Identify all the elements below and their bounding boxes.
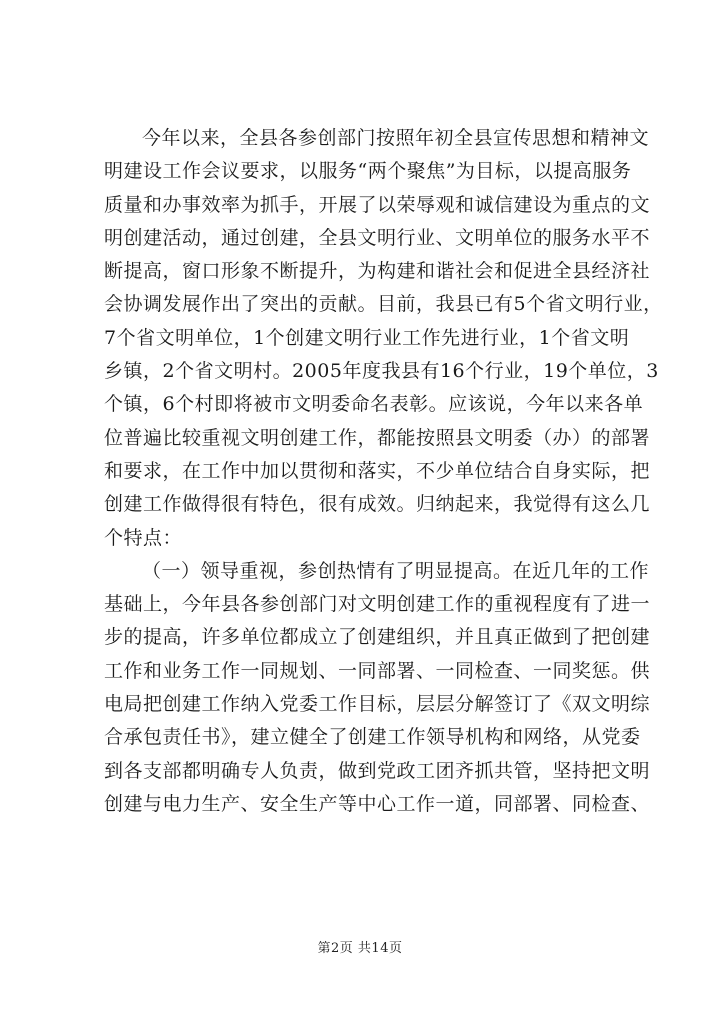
text-line: 个特点： [104, 526, 183, 549]
text-line: 步的提高，许多单位都成立了创建组织，并且真正做到了把创建 [104, 626, 651, 649]
text-line: 工作和业务工作一同规划、一同部署、一同检查、一同奖惩。供 [104, 659, 651, 682]
document-body [104, 122, 663, 821]
text-line: 电局把创建工作纳入党委工作目标，层层分解签订了《双文明综 [104, 693, 651, 716]
text-line: 基础上，今年县各参创部门对文明创建工作的重视程度有了进一 [104, 593, 651, 616]
text-line: （一）领导重视，参创热情有了明显提高。在近几年的工作 [142, 559, 650, 582]
text-line: 合承包责任书》，建立健全了创建工作领导机构和网络，从党委 [104, 726, 641, 749]
text-line: 质量和办事效率为抓手，开展了以荣辱观和诚信建设为重点的文 [104, 193, 651, 216]
text-line: 创建与电力生产、安全生产等中心工作一道，同部署、同检查、 [104, 792, 651, 815]
paragraph-point-one [104, 555, 651, 821]
page-number-footer: 第2页 共14页 [317, 941, 403, 956]
text-line: 7个省文明单位，1个创建文明行业工作先进行业，1个省文明 [104, 326, 630, 349]
text-line: 位普遍比较重视文明创建工作，都能按照县文明委（办）的部署 [104, 426, 651, 449]
paragraph-intro [104, 122, 663, 555]
text-line: 今年以来，全县各参创部门按照年初全县宣传思想和精神文 [142, 127, 650, 149]
text-line: 会协调发展作出了突出的贡献。目前，我县已有5个省文明行业， [104, 293, 663, 316]
text-line: 断提高，窗口形象不断提升，为构建和谐社会和促进全县经济社 [104, 260, 651, 283]
text-line: 和要求，在工作中加以贯彻和落实，不少单位结合自身实际，把 [104, 459, 651, 482]
text-line: 到各支部都明确专人负责，做到党政工团齐抓共管，坚持把文明 [104, 759, 651, 782]
text-line: 明建设工作会议要求，以服务“两个聚焦”为目标，以提高服务 [104, 160, 632, 183]
text-line: 创建工作做得很有特色，很有成效。归纳起来，我觉得有这么几 [104, 493, 651, 516]
text-line: 个镇，6个村即将被市文明委命名表彰。应该说，今年以来各单 [104, 393, 644, 416]
text-line: 乡镇，2个省文明村。2005年度我县有16个行业，19个单位，3 [104, 360, 659, 383]
text-line: 明创建活动，通过创建，全县文明行业、文明单位的服务水平不 [104, 226, 651, 249]
